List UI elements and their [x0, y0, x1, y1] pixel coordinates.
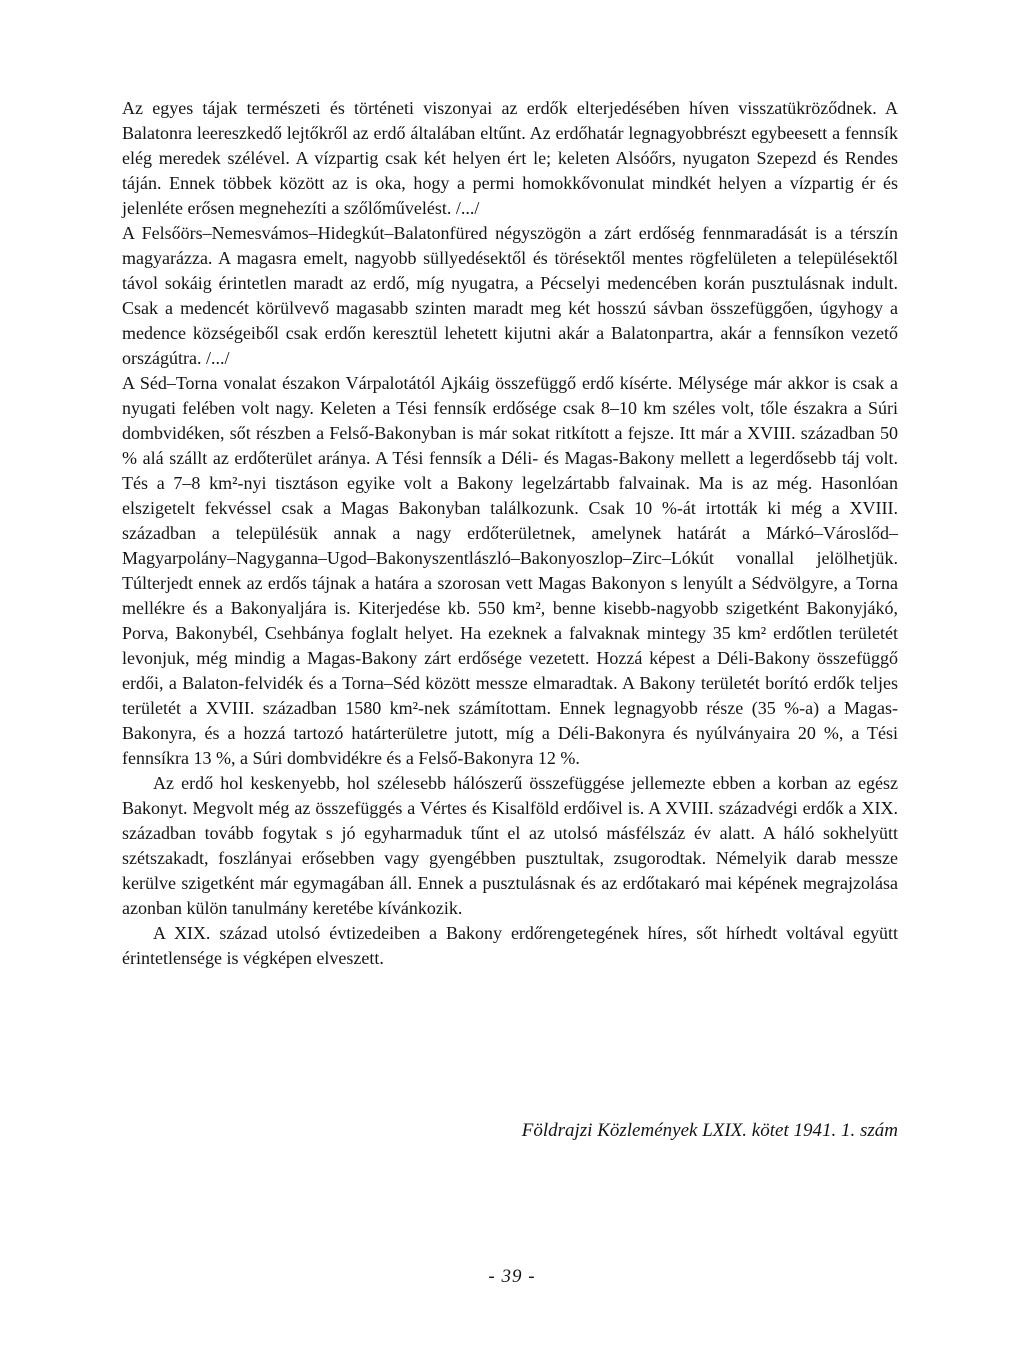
paragraph-forest-reflection: Az egyes tájak természeti és történeti viszonyai az erdők elterjedésében híven visszatükröződnek. A Balatonra leereszkedő lejtőkről az erdő általában eltűnt. Az erdőhatár legnagyobbrészt egybeesett a fennsík elég meredek szélével. A vízpartig csak két helyen ért le; keleten Alsóőrs, nyugaton Szepezd és Rendes táján. Ennek többek között az is oka, hogy a permi homokkővonulat mindkét helyen a vízpartig ér és jelenléte erősen megnehezíti a szőlőművelést. /.../ [122, 98, 898, 218]
document-body [122, 96, 898, 1141]
source-citation: Földrajzi Közlemények LXIX. kötet 1941. 1. szám [521, 1120, 898, 1141]
paragraph-sed-torna-forest: A Séd–Torna vonalat északon Várpalotától Ajkáig összefüggő erdő kísérte. Mélysége már akkor is csak a nyugati felében volt nagy. Keleten a Tési fennsík erdősége csak 8–10 km széles volt, tőle északra a Súri dombvidéken, sőt részben a Felső-Bakonyban is már sokat ritkított a fejsze. Itt már a XVIII. században 50 % alá szállt az erdőterület aránya. A Tési fennsík a Déli- és Magas-Bakony mellett a legerdősebb táj volt. Tés a 7–8 km²-nyi tisztáson egyike volt a Bakony legelzártabb falvainak. Ma is az még. Hasonlóan elszigetelt fekvéssel csak a Magas Bakonyban találkozunk. Csak 10 %-át irtották ki még a XVIII. században a településük annak a nagy erdőterületnek, amelynek határát a Márkó–Városlőd–Magyarpolány–Nagyganna–Ugod–Bakonyszentlászló–Bakonyoszlop–Zirc–Lókút vonallal jelölhetjük. Túlterjedt ennek az erdős tájnak a határa a szorosan vett Magas Bakonyon s lenyúlt a Sédvölgyre, a Torna mellékre és a Bakonyaljára is. Kiterjedése kb. 550 km², benne kisebb-nagyobb szigetként Bakonyjákó, Porva, Bakonybél, Csehbánya foglalt helyet. Ha ezeknek a falvaknak mintegy 35 km² erdőtlen területét levonjuk, még mindig a Magas-Bakony zárt erdősége vezetett. Hozzá képest a Déli-Bakony összefüggő erdői, a Balaton-felvidék és a Torna–Séd között messze elmaradtak. A Bakony területét borító erdők teljes területét a XVIII. században 1580 km²-nek számítottam. Ennek legnagyobb része (35 %-a) a Magas-Bakonyra, és a hozzá tartozó határterületre jutott, míg a Déli-Bakonyra és nyúlványaira 20 %, a Tési fennsíkra 13 %, a Súri dombvidékre és a Felső-Bakonyra 12 %. [122, 373, 898, 768]
paragraph-forest-network: Az erdő hol keskenyebb, hol szélesebb hálószerű összefüggése jellemezte ebben a korban az egész Bakonyt. Megvolt még az összefüggés a Vértes és Kisalföld erdőivel is. A XVIII. századvégi erdők a XIX. században tovább fogytak s jó egyharmaduk tűnt el az utolsó másfélszáz év alatt. A háló sokhelyütt szétszakadt, foszlányai erősebben vagy gyengébben pusztultak, zsugorodtak. Némelyik darab messze kerülve szigetként már egymagában áll. Ennek a pusztulásnak és az erdőtakaró mai képének megrajzolása azonban külön tanulmány keretébe kívánkozik. [122, 773, 898, 918]
paragraph-xix-century: A XIX. század utolsó évtizedeiben a Bakony erdőrengetegének híres, sőt hírhedt voltával együtt érintetlensége is végképen elveszett. [122, 923, 898, 968]
page-number: - 39 - [488, 1266, 536, 1287]
paragraph-felsoors-forest: A Felsőörs–Nemesvámos–Hidegkút–Balatonfüred négyszögön a zárt erdőség fennmaradását is a térszín magyarázza. A magasra emelt, nagyobb süllyedésektől és törésektől mentes rögfelületen a településektől távol sokáig érintetlen maradt az erdő, míg nyugatra, a Pécselyi medencében korán pusztulásnak indult. Csak a medencét körülvevő magasabb szinten maradt meg két hosszú sávban összefüggően, úgyhogy a medence községeiből csak erdőn keresztül lehetett kijutni akár a Balatonpartra, akár a fennsíkon vezető országútra. /.../ [122, 223, 898, 368]
